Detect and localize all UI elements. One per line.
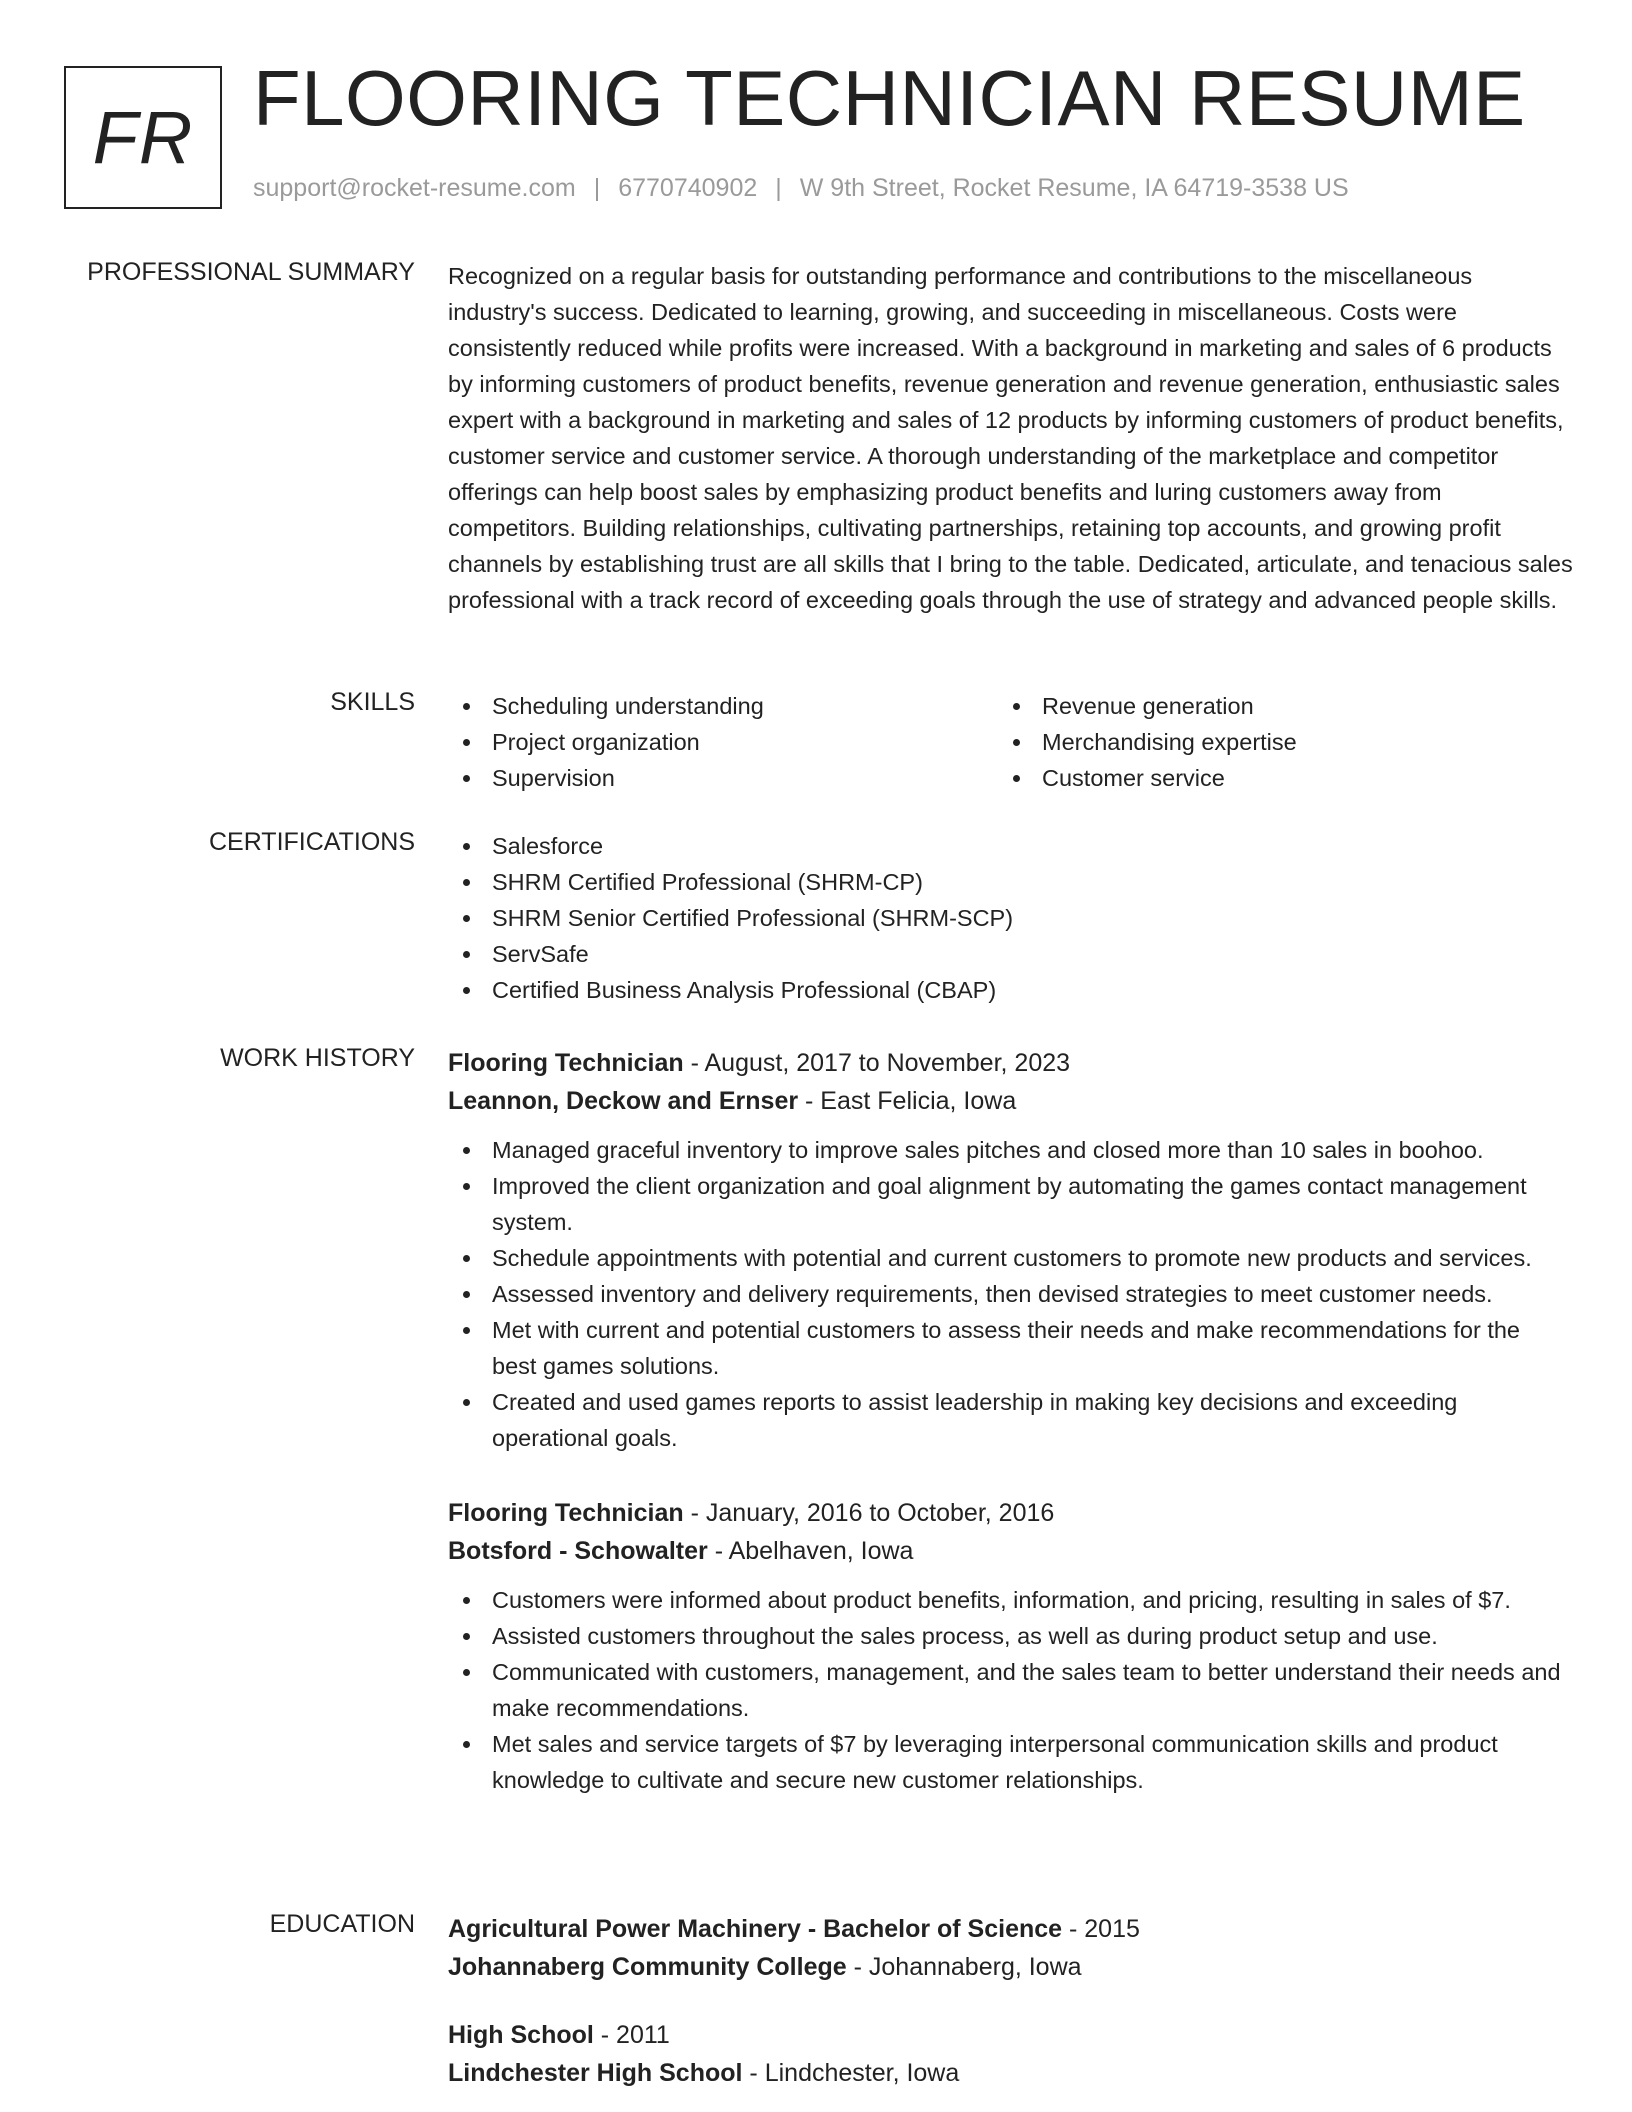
degree-line bbox=[448, 1910, 1568, 1948]
certifications-label: CERTIFICATIONS bbox=[208, 828, 415, 856]
education-entry bbox=[448, 1910, 1568, 1986]
summary-body bbox=[448, 258, 1573, 618]
degree: High School bbox=[448, 2021, 594, 2049]
school-location: - Johannaberg, Iowa bbox=[846, 1953, 1082, 1981]
summary-text: Recognized on a regular basis for outstanding performance and contributions to the miscellaneous industry's success. Dedicated to learning, growing, and succeeding in miscellaneous. Costs were consistently reduced while profits were increased. With a background in marketing and sales of 6 products by informing customers of product benefits, revenue generation and revenue generation, enthusiastic sales expert with a background in marketing and sales of 12 products by informing customers of product benefits, customer service and customer service. A thorough understanding of the marketplace and competitor offerings can help boost sales by emphasizing product benefits and luring customers away from competitors. Building relationships, cultivating partnerships, retaining top accounts, and growing profit channels by establishing trust are all skills that I bring to the table. Dedicated, articulate, and tenacious sales professional with a track record of exceeding goals through the use of strategy and advanced people skills. bbox=[448, 263, 1573, 613]
job-location: - Abelhaven, Iowa bbox=[707, 1537, 914, 1565]
job-company: Leannon, Deckow and Ernser bbox=[448, 1087, 799, 1115]
degree-year: - 2015 bbox=[1062, 1915, 1140, 1943]
job-title: Flooring Technician bbox=[448, 1049, 684, 1077]
list-item: ServSafe bbox=[448, 936, 1568, 972]
job-company: Botsford - Schowalter bbox=[448, 1537, 708, 1565]
school-line bbox=[448, 1948, 1568, 1986]
list-item: Assisted customers throughout the sales process, as well as during product setup and use. bbox=[448, 1618, 1568, 1654]
job-title: Flooring Technician bbox=[448, 1499, 684, 1527]
skills-grid bbox=[448, 688, 1568, 796]
list-item: Improved the client organization and goal alignment by automating the games contact management system. bbox=[448, 1168, 1568, 1240]
school-line bbox=[448, 2054, 1568, 2092]
job-location: - East Felicia, Iowa bbox=[798, 1087, 1017, 1115]
list-item: SHRM Certified Professional (SHRM-CP) bbox=[448, 864, 1568, 900]
education-body bbox=[448, 1910, 1568, 2092]
list-item: Managed graceful inventory to improve sales pitches and closed more than 10 sales in boohoo. bbox=[448, 1132, 1568, 1168]
monogram-initials: FR bbox=[92, 96, 194, 179]
contact-address: W 9th Street, Rocket Resume, IA 64719-3538 US bbox=[799, 174, 1349, 202]
list-item: Certified Business Analysis Professional (CBAP) bbox=[448, 972, 1568, 1008]
school-location: - Lindchester, Iowa bbox=[742, 2059, 960, 2087]
job-bullets bbox=[448, 1132, 1568, 1456]
school: Lindchester High School bbox=[448, 2059, 743, 2087]
list-item: Scheduling understanding bbox=[448, 688, 998, 724]
job-entry bbox=[448, 1494, 1568, 1798]
list-item: Revenue generation bbox=[998, 688, 1548, 724]
list-item: Merchandising expertise bbox=[998, 724, 1548, 760]
job-title-line bbox=[448, 1044, 1568, 1082]
list-item: SHRM Senior Certified Professional (SHRM-SCP) bbox=[448, 900, 1568, 936]
job-bullets bbox=[448, 1582, 1568, 1798]
degree: Agricultural Power Machinery - Bachelor of Science bbox=[448, 1915, 1063, 1943]
contact-line bbox=[253, 174, 1349, 203]
list-item: Salesforce bbox=[448, 828, 1568, 864]
degree-year: - 2011 bbox=[593, 2021, 670, 2049]
list-item: Customers were informed about product benefits, information, and pricing, resulting in sales of $7. bbox=[448, 1582, 1568, 1618]
list-item: Schedule appointments with potential and current customers to promote new products and services. bbox=[448, 1240, 1568, 1276]
contact-phone[interactable]: 6770740902 bbox=[618, 174, 758, 202]
certifications-body bbox=[448, 828, 1568, 1008]
work-history-label: WORK HISTORY bbox=[220, 1044, 415, 1072]
job-entry bbox=[448, 1044, 1568, 1456]
monogram-box bbox=[64, 66, 222, 209]
education-label: EDUCATION bbox=[269, 1910, 415, 1938]
contact-separator: | bbox=[775, 174, 782, 202]
certifications-list bbox=[448, 828, 1568, 1008]
job-dates: - August, 2017 to November, 2023 bbox=[683, 1049, 1071, 1077]
degree-line bbox=[448, 2016, 1568, 2054]
list-item: Supervision bbox=[448, 760, 998, 796]
list-item: Communicated with customers, management, and the sales team to better understand their needs and make recommendations. bbox=[448, 1654, 1568, 1726]
list-item: Project organization bbox=[448, 724, 998, 760]
skills-label: SKILLS bbox=[330, 688, 415, 716]
job-company-line bbox=[448, 1532, 1568, 1570]
contact-email[interactable]: support@rocket-resume.com bbox=[253, 174, 576, 202]
skills-list-left bbox=[448, 688, 998, 796]
job-company-line bbox=[448, 1082, 1568, 1120]
resume-title: FLOORING TECHNICIAN RESUME bbox=[253, 54, 1526, 142]
work-history-body bbox=[448, 1044, 1568, 1798]
list-item: Customer service bbox=[998, 760, 1548, 796]
list-item: Met with current and potential customers to assess their needs and make recommendations for the best games solutions. bbox=[448, 1312, 1568, 1384]
contact-separator: | bbox=[593, 174, 601, 202]
job-dates: - January, 2016 to October, 2016 bbox=[683, 1499, 1055, 1527]
list-item: Assessed inventory and delivery requirements, then devised strategies to meet customer needs. bbox=[448, 1276, 1568, 1312]
job-title-line bbox=[448, 1494, 1568, 1532]
school: Johannaberg Community College bbox=[448, 1953, 847, 1981]
summary-label: PROFESSIONAL SUMMARY bbox=[87, 258, 415, 286]
list-item: Met sales and service targets of $7 by leveraging interpersonal communication skills and product knowledge to cultivate and secure new customer relationships. bbox=[448, 1726, 1568, 1798]
skills-list-right bbox=[998, 688, 1548, 796]
education-entry bbox=[448, 2016, 1568, 2092]
list-item: Created and used games reports to assist leadership in making key decisions and exceeding operational goals. bbox=[448, 1384, 1568, 1456]
